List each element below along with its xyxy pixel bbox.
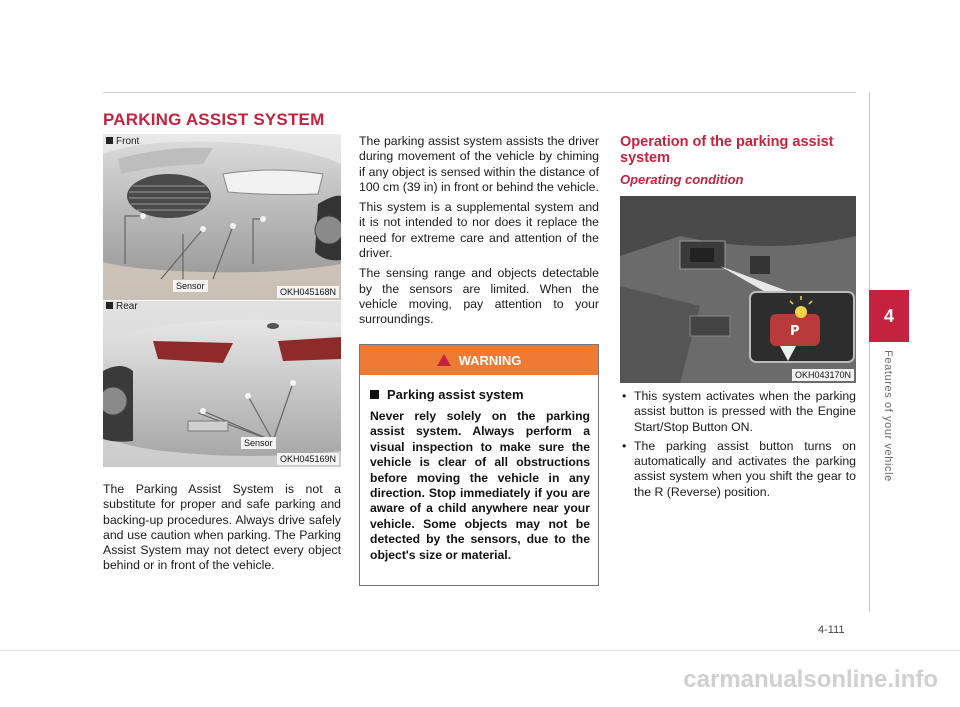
front-figure-label: Front xyxy=(106,136,139,147)
square-bullet-icon xyxy=(106,137,113,144)
rear-bumper-figure xyxy=(103,301,341,467)
list-item: • This system activates when the parking assist button is pressed with the Engine Start/Stop Button ON. xyxy=(620,389,856,435)
front-sensor-label: Sensor xyxy=(173,280,208,292)
rear-car-illustration xyxy=(103,301,341,467)
watermark-text: carmanualsonline.info xyxy=(683,666,938,693)
chapter-title-vertical xyxy=(868,340,908,500)
warning-triangle-icon xyxy=(437,354,451,366)
left-paragraph xyxy=(103,482,341,579)
operation-heading: Operation of the parking assist system xyxy=(620,134,834,166)
rear-sensor-label: Sensor xyxy=(241,437,276,449)
square-bullet-icon xyxy=(106,302,113,309)
parking-button-figure xyxy=(620,196,856,383)
dashboard-illustration xyxy=(620,196,856,383)
middle-paragraph-3: The sensing range and objects detectable by the sensors are limited. When the vehicle moving, pay attention to your surroundings. xyxy=(359,266,599,327)
page-number: 4-111 xyxy=(818,624,845,636)
square-bullet-icon xyxy=(370,390,379,399)
middle-column xyxy=(359,134,599,333)
middle-paragraph-1: The parking assist system assists the driver during movement of the vehicle by chiming if any object is sensed within the distance of 100 cm (39 in) in front or behind the vehicle. xyxy=(359,134,599,194)
chapter-tab: 4 xyxy=(869,290,909,342)
footer-line xyxy=(0,650,960,651)
front-car-illustration xyxy=(103,134,341,300)
warning-box xyxy=(359,344,599,586)
rear-figure-code: OKH045169N xyxy=(277,453,339,465)
list-item: • The parking assist button turns on automatically and activates the parking assist system when you shift the gear to the R (Reverse) position. xyxy=(620,439,856,500)
section-title: PARKING ASSIST SYSTEM xyxy=(103,110,325,129)
svg-text:P: P xyxy=(790,324,800,339)
front-figure-code: OKH045168N xyxy=(277,286,339,298)
rear-figure-label: Rear xyxy=(106,301,138,312)
condition-bullets xyxy=(620,389,856,504)
front-bumper-figure xyxy=(103,134,341,300)
warning-heading: WARNING xyxy=(458,352,522,368)
operating-condition-heading: Operating condition xyxy=(620,172,744,187)
chapter-title: Features of your vehicle xyxy=(882,350,894,482)
top-rule xyxy=(103,92,856,93)
button-figure-code: OKH043170N xyxy=(792,369,854,381)
warning-text: Never rely solely on the parking assist system. Always perform a visual inspection to make sure the vehicle is clear of all obstructions before moving the vehicle in any direction. Stop immediately if you are aware of a child anywhere near your vehicle. Some objects may not be detected by the sensors, due to the object's size or material. xyxy=(370,409,590,562)
warning-header xyxy=(360,345,598,375)
middle-paragraph-2: This system is a supplemental system and it is not intended to nor does it replace the need for extreme care and attention of the driver. xyxy=(359,200,599,261)
warning-subtitle: Parking assist system xyxy=(370,387,524,402)
intro-paragraph: The Parking Assist System is not a substitute for proper and safe parking and backing-up procedures. Always drive safely and use caution when parking. The Parking Assist System may not detect every object behind or in front of the vehicle. xyxy=(103,482,341,573)
